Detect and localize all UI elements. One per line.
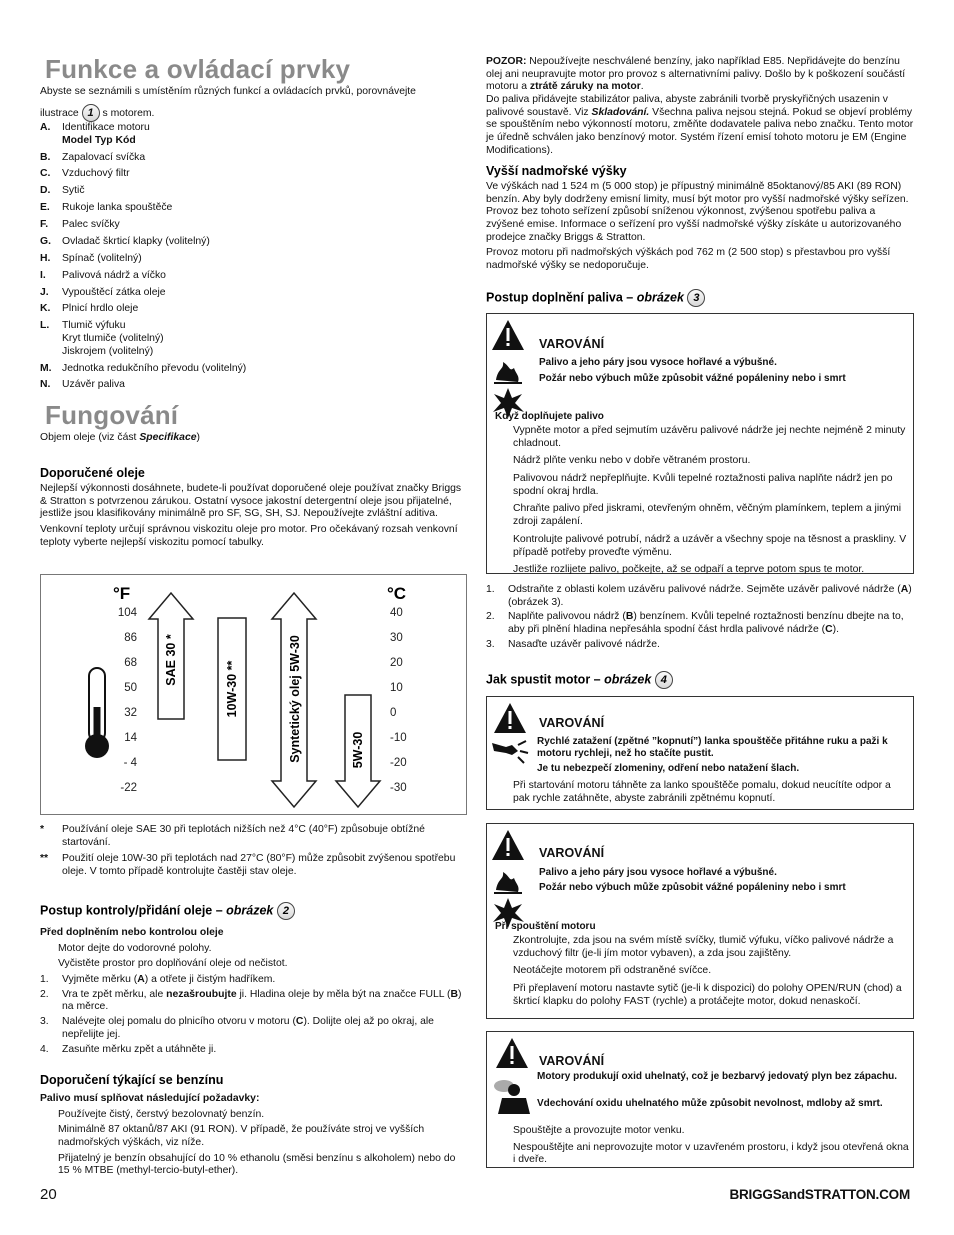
fuel-caution-text bbox=[486, 56, 914, 158]
step-item bbox=[486, 639, 914, 652]
parts-list-subitem: Jiskrojem (volitelný) bbox=[62, 345, 154, 357]
caution-label: POZOR: bbox=[486, 56, 527, 67]
warning-1-paragraphs bbox=[513, 425, 909, 582]
step-text-part: ji. Hladina oleje by měla být na značce FULL ( bbox=[236, 988, 451, 1000]
start-engine-heading-text: Jak spustit motor – bbox=[486, 672, 605, 687]
refuel-heading-italic: obrázek bbox=[636, 290, 684, 305]
recommended-oils-p2: Venkovní teploty určují správnou viskozitu oleje pro motor. Pro očekávaný rozsah venkovní teploty vyberte nejlepší viskozitu pomocí tabulky. bbox=[40, 524, 458, 548]
10w30-label: 10W-30 ** bbox=[225, 660, 239, 718]
check-oil-heading bbox=[40, 902, 295, 920]
recommended-oils-heading: Doporučené oleje bbox=[40, 466, 145, 480]
parts-list-item bbox=[40, 363, 468, 376]
step-item bbox=[40, 1016, 468, 1041]
step-item bbox=[40, 989, 468, 1014]
warning-icons-fuel bbox=[490, 318, 526, 423]
step-text bbox=[508, 611, 914, 636]
recommended-oils-text bbox=[40, 483, 466, 552]
footnote-2-text: Použití oleje 10W-30 při teplotách nad 27°C (80°F) může způsobit zvýšenou spotřebu oleje. V tomto případě kontrolujte častěji stav oleje. bbox=[62, 853, 456, 878]
parts-list-value-wrap bbox=[62, 303, 468, 316]
warning-box-start-fuel bbox=[486, 823, 914, 1019]
brand-url: BRIGGSandSTRATTON.COM bbox=[729, 1187, 910, 1202]
fahrenheit-tick-label: 50 bbox=[124, 682, 137, 694]
parts-list-key: J. bbox=[40, 286, 49, 298]
oil-volume-line bbox=[40, 432, 468, 445]
parts-list-value: Vzduchový filtr bbox=[62, 168, 130, 180]
step-text-part: ) (obrázek 3). bbox=[508, 584, 912, 608]
high-altitude-text bbox=[486, 181, 914, 276]
step-text bbox=[62, 1044, 468, 1057]
celsius-tick-label: 10 bbox=[390, 682, 403, 694]
step-text-part: nezašroubujte bbox=[166, 988, 237, 1000]
check-oil-heading-italic: obrázek bbox=[226, 903, 274, 918]
parts-list-value: Rukoje lanka spouštěče bbox=[62, 202, 173, 214]
check-oil-heading-text: Postup kontroly/přidání oleje – bbox=[40, 903, 227, 918]
warning-box-carbon-monoxide bbox=[486, 1031, 914, 1168]
celsius-tick-label: 30 bbox=[390, 632, 403, 644]
warning-3-line-2: Požár nebo výbuch může způsobit vážné popáleniny nebo i smrt bbox=[539, 882, 846, 893]
step-text-part: A bbox=[900, 584, 909, 595]
parts-list-item bbox=[40, 320, 468, 358]
parts-list-value-wrap bbox=[62, 122, 468, 147]
step-item bbox=[40, 1044, 468, 1057]
step-text bbox=[62, 974, 468, 987]
intro-line-1: Abyste se seznámili s umístěním různých funkcí a ovládacích prvků, porovnávejte bbox=[40, 86, 416, 97]
parts-list-value-wrap bbox=[62, 253, 468, 266]
parts-list-key: H. bbox=[40, 252, 51, 264]
step-text bbox=[508, 639, 914, 652]
parts-list-value: Spínač (volitelný) bbox=[62, 252, 142, 264]
step-item bbox=[40, 974, 468, 987]
warning-box-kickback bbox=[486, 696, 914, 810]
check-oil-steps bbox=[40, 974, 468, 1056]
check-oil-bullet-1: Motor dejte do vodorovné polohy. bbox=[58, 942, 212, 954]
parts-list-key: I. bbox=[40, 269, 46, 281]
footnote-1-mark: * bbox=[40, 824, 45, 835]
parts-list-value: Palec svíčky bbox=[62, 219, 120, 231]
fuel-recommendation-heading: Doporučení týkající se benzínu bbox=[40, 1073, 224, 1087]
parts-list-item bbox=[40, 168, 468, 181]
check-oil-before-label: Před doplněním nebo kontrolou oleje bbox=[40, 927, 224, 938]
intro-line-2a: ilustrace bbox=[40, 107, 79, 119]
oil-viscosity-chart bbox=[40, 574, 467, 815]
parts-list-key: L. bbox=[40, 320, 50, 332]
warning-box-fuel bbox=[486, 313, 914, 574]
parts-list-value-wrap bbox=[62, 202, 468, 215]
warning-paragraph: Při přeplavení motoru nastavte sytič (je-li k dispozici) do polohy OPEN/RUN (chod) a škrticí klapku do polohy FAST (rychle) a protáčejte motor, dokud nenaskočí. bbox=[513, 983, 902, 1007]
engine-id-fields: Model Typ Kód bbox=[62, 134, 136, 146]
parts-list-key: B. bbox=[40, 151, 51, 163]
step-item bbox=[486, 611, 914, 636]
hazard-fire-explosion-icon-2 bbox=[490, 828, 526, 928]
warning-icons-kickback bbox=[490, 701, 530, 770]
parts-list-value-wrap bbox=[62, 219, 468, 232]
parts-list-value: Vypouštěcí zátka oleje bbox=[62, 286, 166, 298]
celsius-unit-label: °C bbox=[387, 584, 407, 603]
high-altitude-p1: Ve výškách nad 1 524 m (5 000 stop) je přípustný minimálně 85oktanový/85 AKI (89 RON) benzín. Aby byly dodrženy emisní limity, musí být motor pro vyšší nadmořské výšky seřízen. Provoz bez tohoto seřízení způsobí sníženou výkonnost, zvýšenou spotřebu paliva a zvýšené emise. Informace o seřízení pro vyšší nadmořské výšky získáte u autorizovaného prodejce značky Briggs & Stratton. bbox=[486, 181, 909, 243]
refuel-heading-text: Postup doplnění paliva – bbox=[486, 290, 637, 305]
parts-list-item bbox=[40, 379, 468, 392]
intro-text bbox=[40, 86, 468, 122]
parts-list-value-wrap bbox=[62, 320, 468, 358]
caution-text-1: Nepoužívejte neschválené benzíny, jako například E85. Nepřidávejte do benzínu olej ani neupravujte motor pro provoz s alternativními palivy. Došlo by k poškození součástí motoru a bbox=[486, 56, 906, 93]
parts-list-value: Tlumič výfuku bbox=[62, 320, 126, 332]
parts-list-key: E. bbox=[40, 202, 50, 214]
warning-paragraph: Zkontrolujte, zda jsou na svém místě svíčky, tlumič výfuku, víčko palivové nádrže a vzduchový filtr (je-li jím motor vybaven), a zda jsou zajištěny. bbox=[513, 935, 894, 959]
figure-4-badge: 4 bbox=[655, 671, 673, 689]
warning-3-line-1: Palivo a jeho páry jsou vysoce hořlavé a výbušné. bbox=[539, 867, 777, 878]
stabilizer-ref: Skladování. bbox=[591, 106, 650, 118]
step-text-part: ) a otřete ji čistým hadříkem. bbox=[144, 974, 276, 986]
check-oil-section bbox=[40, 927, 468, 1058]
caution-text-2: . bbox=[640, 81, 644, 93]
celsius-tick-label: -30 bbox=[390, 782, 407, 794]
step-number: 1. bbox=[40, 974, 49, 986]
footnote-1-text: Používání oleje SAE 30 při teplotách nižších než 4°C (40°F) způsobuje obtížné startování. bbox=[62, 824, 425, 848]
warning-2-line-1: Rychlé zatažení (zpětné ”kopnutí”) lanka spouštěče přitáhne ruku a paži k motoru rychleji, než ho stačíte pustit. bbox=[537, 736, 888, 760]
parts-list-item bbox=[40, 303, 468, 316]
parts-list-key: F. bbox=[40, 219, 49, 231]
refuel-heading bbox=[486, 289, 705, 307]
warning-paragraph: Kontrolujte palivové potrubí, nádrž a uzávěr a všechny spoje na těsnost a praskliny. V případě potřeby proveďte výměnu. bbox=[513, 533, 907, 558]
parts-list-key: K. bbox=[40, 303, 51, 315]
check-oil-bullet-2: Vyčistěte prostor pro doplňování oleje od nečistot. bbox=[58, 958, 288, 970]
high-altitude-heading: Vyšší nadmořské výšky bbox=[486, 164, 627, 178]
fahrenheit-unit-label: °F bbox=[113, 584, 131, 603]
warning-4-line-1: Motory produkují oxid uhelnatý, což je bezbarvý jedovatý plyn bez zápachu. bbox=[537, 1071, 898, 1082]
fuel-req-1: Používejte čistý, čerstvý bezolovnatý benzín. bbox=[58, 1108, 265, 1120]
parts-list-value: Uzávěr paliva bbox=[62, 379, 125, 391]
parts-list-value-wrap bbox=[62, 363, 468, 376]
chart-footnotes bbox=[40, 824, 466, 883]
fahrenheit-tick-label: 86 bbox=[124, 632, 137, 644]
footnote-2-mark: ** bbox=[40, 853, 49, 865]
parts-list-key: C. bbox=[40, 168, 51, 180]
step-text bbox=[508, 584, 914, 609]
step-text-part: Vra te zpět měrku, ale bbox=[62, 988, 167, 1000]
parts-list-value: Ovladač škrticí klapky (volitelný) bbox=[62, 235, 210, 247]
parts-list-item bbox=[40, 152, 468, 165]
hazard-kickback-icon bbox=[490, 701, 530, 765]
viscosity-chart-svg bbox=[41, 575, 466, 814]
step-number: 4. bbox=[40, 1043, 49, 1055]
caution-text-bold: ztrátě záruky na motor bbox=[529, 81, 641, 93]
parts-list-value-wrap bbox=[62, 287, 468, 300]
celsius-tick-label: -10 bbox=[390, 732, 407, 744]
fahrenheit-tick-label: 68 bbox=[124, 657, 137, 669]
fuel-recommendation-section bbox=[40, 1093, 468, 1181]
parts-list-item bbox=[40, 219, 468, 232]
5w30-label: 5W-30 bbox=[351, 731, 365, 769]
step-text-part: B bbox=[450, 988, 458, 1000]
section-title-operation: Fungování bbox=[45, 400, 179, 430]
warning-title-4: VAROVÁNÍ bbox=[539, 1054, 605, 1068]
fahrenheit-tick-label: 32 bbox=[124, 707, 137, 719]
parts-list-key: G. bbox=[40, 235, 51, 247]
start-engine-heading-italic: obrázek bbox=[604, 672, 652, 687]
step-text-part: B bbox=[625, 611, 634, 623]
step-text-part: Nalévejte olej pomalu do plnicího otvoru v motoru ( bbox=[62, 1016, 296, 1028]
fahrenheit-tick-label: 104 bbox=[117, 607, 137, 619]
warning-title-1: VAROVÁNÍ bbox=[539, 337, 605, 351]
parts-list-value-wrap bbox=[62, 168, 468, 181]
warning-3-when: Při spouštění motoru bbox=[495, 921, 596, 932]
fuel-req-2: Minimálně 87 oktanů/87 AKI (91 RON). V případě, že používáte stroj ve vyšších nadmořských výškách, viz níže. bbox=[58, 1124, 425, 1149]
warning-4-line-2: Vdechování oxidu uhelnatého může způsobit nevolnost, mdloby až smrt. bbox=[537, 1098, 883, 1109]
figure-1-badge: 1 bbox=[82, 104, 100, 122]
parts-list-key: D. bbox=[40, 185, 51, 197]
celsius-tick-label: 20 bbox=[390, 657, 403, 669]
step-item bbox=[486, 584, 914, 609]
thermometer-mercury bbox=[94, 707, 101, 745]
warning-paragraph: Jestliže rozlijete palivo, počkejte, až se odpaří a teprve potom spus te motor. bbox=[513, 564, 865, 576]
parts-list-item bbox=[40, 185, 468, 198]
warning-paragraph: Chraňte palivo před jiskrami, otevřeným ohněm, věčným plamínkem, teplem a jinými zdroji zapálení. bbox=[513, 503, 902, 528]
step-text-part: ). Dolijte olej až po okraj, ale nepřelijte jej. bbox=[62, 1016, 434, 1040]
step-text-part: C bbox=[295, 1016, 304, 1028]
step-text-part: C bbox=[825, 624, 833, 636]
oil-volume-text: Objem oleje (viz část bbox=[40, 432, 140, 443]
parts-list-value: Identifikace motoru bbox=[62, 122, 150, 133]
synthetic-5w30-label: Syntetický olej 5W-30 bbox=[288, 635, 302, 763]
warning-title-3: VAROVÁNÍ bbox=[539, 846, 605, 860]
sae30-label: SAE 30 * bbox=[164, 634, 178, 686]
parts-list-item bbox=[40, 202, 468, 215]
warning-paragraph: Vypněte motor a před sejmutím uzávěru palivové nádrže jej nechte nejméně 2 minuty chladnout. bbox=[513, 425, 906, 449]
warning-paragraph: Nespouštějte ani neprovozujte motor v uzavřeném prostoru, i když jsou otevřená okna i dveře. bbox=[513, 1141, 909, 1166]
footnote-2 bbox=[40, 853, 466, 878]
step-text-part: Vyjměte měrku ( bbox=[62, 974, 138, 986]
step-text bbox=[62, 989, 468, 1014]
parts-list-value-wrap bbox=[62, 270, 468, 283]
warning-2-line-2: Je tu nebezpečí zlomeniny, odření nebo natažení šlach. bbox=[537, 763, 800, 774]
warning-paragraph: Spouštějte a provozujte motor venku. bbox=[513, 1125, 685, 1136]
warning-paragraph: Neotáčejte motorem při odstraněné svíčce. bbox=[513, 965, 712, 977]
parts-list-value: Plnicí hrdlo oleje bbox=[62, 303, 139, 315]
oil-volume-ref: Specifikace bbox=[139, 432, 197, 443]
parts-list-value-wrap bbox=[62, 236, 468, 249]
warning-2-paragraph: Při startování motoru táhněte za lanko spouštěče pomalu, dokud neucítíte odpor a pak rychle zatáhněte, abyste zabránili zpětnému kopnutí. bbox=[513, 780, 891, 804]
step-text bbox=[62, 1016, 468, 1041]
parts-list-value: Palivová nádrž a víčko bbox=[62, 269, 166, 281]
warning-title-2: VAROVÁNÍ bbox=[539, 716, 605, 730]
step-text-part: Zasuňte měrku zpět a utáhněte ji. bbox=[62, 1043, 217, 1055]
oil-volume-close: ) bbox=[196, 432, 200, 443]
warning-1-line-1: Palivo a jeho páry jsou vysoce hořlavé a výbušné. bbox=[539, 357, 777, 368]
hazard-fire-explosion-icon bbox=[490, 318, 526, 418]
high-altitude-p2: Provoz motoru při nadmořských výškách pod 762 m (2 500 stop) s přestavbou pro vyšší nadmořské výšky se nedoporučuje. bbox=[486, 247, 891, 272]
section-title-functions: Funkce a ovládací prvky bbox=[45, 54, 351, 84]
parts-list-item bbox=[40, 287, 468, 300]
parts-list-value: Jednotka redukčního převodu (volitelný) bbox=[62, 362, 247, 374]
parts-list bbox=[40, 122, 468, 396]
page-number: 20 bbox=[40, 1186, 57, 1203]
step-text-part: ). bbox=[832, 624, 839, 636]
stabilizer-text-b: Všechna paliva nejsou stejná. Pokud se objeví problémy se spouštěním nebo výkonností motoru, změňte dodavatele paliva nebo značku. Tento motor je úředně schválen jako benzínový motor. Systém řízení emisí tohoto motoru je EM (Engine Modifications). bbox=[486, 106, 914, 156]
parts-list-subitem: Kryt tlumiče (volitelný) bbox=[62, 333, 164, 344]
step-text-part: ) na měrce. bbox=[62, 988, 462, 1013]
recommended-oils-p1: Nejlepší výkonnosti dosáhnete, budete-li používat doporučené oleje používat značky Briggs & Stratton s potvrzenou zárukou. Ostatní vysoce jakostní detergentní oleje jsou přijatelné, jestliže jsou klasifikovány minimálně pro SF, SG, SH, SJ. Nepoužívejte zvláštní aditiva. bbox=[40, 483, 462, 520]
intro-line-2b: s motorem. bbox=[102, 107, 155, 119]
step-text-part: Naplňte palivovou nádrž ( bbox=[508, 611, 626, 623]
fuel-requirements-label: Palivo musí splňovat následující požadavky: bbox=[40, 1093, 260, 1104]
step-number: 1. bbox=[486, 584, 495, 595]
step-text-part: Odstraňte z oblasti kolem uzávěru palivové nádrže. Sejměte uzávěr palivové nádrže ( bbox=[508, 584, 901, 595]
step-text-part: A bbox=[137, 974, 145, 986]
parts-list-value: Zapalovací svíčka bbox=[62, 151, 146, 163]
step-number: 2. bbox=[40, 988, 49, 1000]
parts-list-item bbox=[40, 122, 468, 147]
hazard-carbon-monoxide-icon bbox=[490, 1036, 534, 1116]
refuel-steps bbox=[486, 584, 914, 653]
step-number: 2. bbox=[486, 611, 495, 623]
fahrenheit-tick-label: -22 bbox=[120, 782, 137, 794]
step-number: 3. bbox=[40, 1016, 49, 1028]
fahrenheit-tick-label: - 4 bbox=[123, 757, 137, 769]
parts-list-value-wrap bbox=[62, 185, 468, 198]
step-text-part: ) benzínem. Kvůli tepelné roztažnosti benzínu dbejte na to, aby při plnění hladina nepřesáhla spodní část hrdla palivové nádrže ( bbox=[508, 611, 904, 636]
parts-list-value-wrap bbox=[62, 152, 468, 165]
footnote-1 bbox=[40, 824, 466, 849]
step-text-part: Nasaďte uzávěr palivové nádrže. bbox=[508, 638, 660, 650]
parts-list-item bbox=[40, 236, 468, 249]
celsius-tick-label: 0 bbox=[390, 707, 397, 719]
warning-4-paragraphs bbox=[513, 1125, 909, 1171]
warning-icons-co bbox=[490, 1036, 534, 1121]
figure-2-badge: 2 bbox=[277, 902, 295, 920]
parts-list-item bbox=[40, 270, 468, 283]
stabilizer-text-a: Do paliva přidávejte stabilizátor paliva, abyste zabránili tvorbě pryskyřičných usazenin v palivové soustavě. Viz bbox=[486, 94, 888, 118]
warning-icons-start-fuel bbox=[490, 828, 526, 933]
parts-list-key: M. bbox=[40, 362, 52, 374]
celsius-tick-label: 40 bbox=[390, 607, 403, 619]
warning-3-paragraphs bbox=[513, 935, 909, 1013]
warning-paragraph: Nádrž plňte venku nebo v dobře větraném prostoru. bbox=[513, 455, 751, 467]
start-engine-heading bbox=[486, 671, 673, 689]
celsius-tick-label: -20 bbox=[390, 757, 407, 769]
parts-list-value: Sytič bbox=[62, 185, 85, 197]
figure-3-badge: 3 bbox=[687, 289, 705, 307]
fuel-req-3: Přijatelný je benzín obsahující do 10 % ethanolu (směsi benzínu s alkoholem) nebo do 15 % MTBE (methyl-tercio-butyl-ether). bbox=[58, 1152, 456, 1177]
warning-1-line-2: Požár nebo výbuch může způsobit vážné popáleniny nebo i smrt bbox=[539, 373, 846, 384]
warning-paragraph: Palivovou nádrž nepřeplňujte. Kvůli tepelné roztažnosti paliva naplňte nádrž jen po spodní okraj hrdla. bbox=[513, 473, 893, 497]
parts-list-key: N. bbox=[40, 379, 51, 391]
warning-1-when: Když doplňujete palivo bbox=[495, 411, 604, 422]
step-number: 3. bbox=[486, 638, 495, 650]
fahrenheit-tick-label: 14 bbox=[124, 732, 137, 744]
parts-list-value-wrap bbox=[62, 379, 468, 392]
parts-list-item bbox=[40, 253, 468, 266]
parts-list-key: A. bbox=[40, 122, 51, 133]
